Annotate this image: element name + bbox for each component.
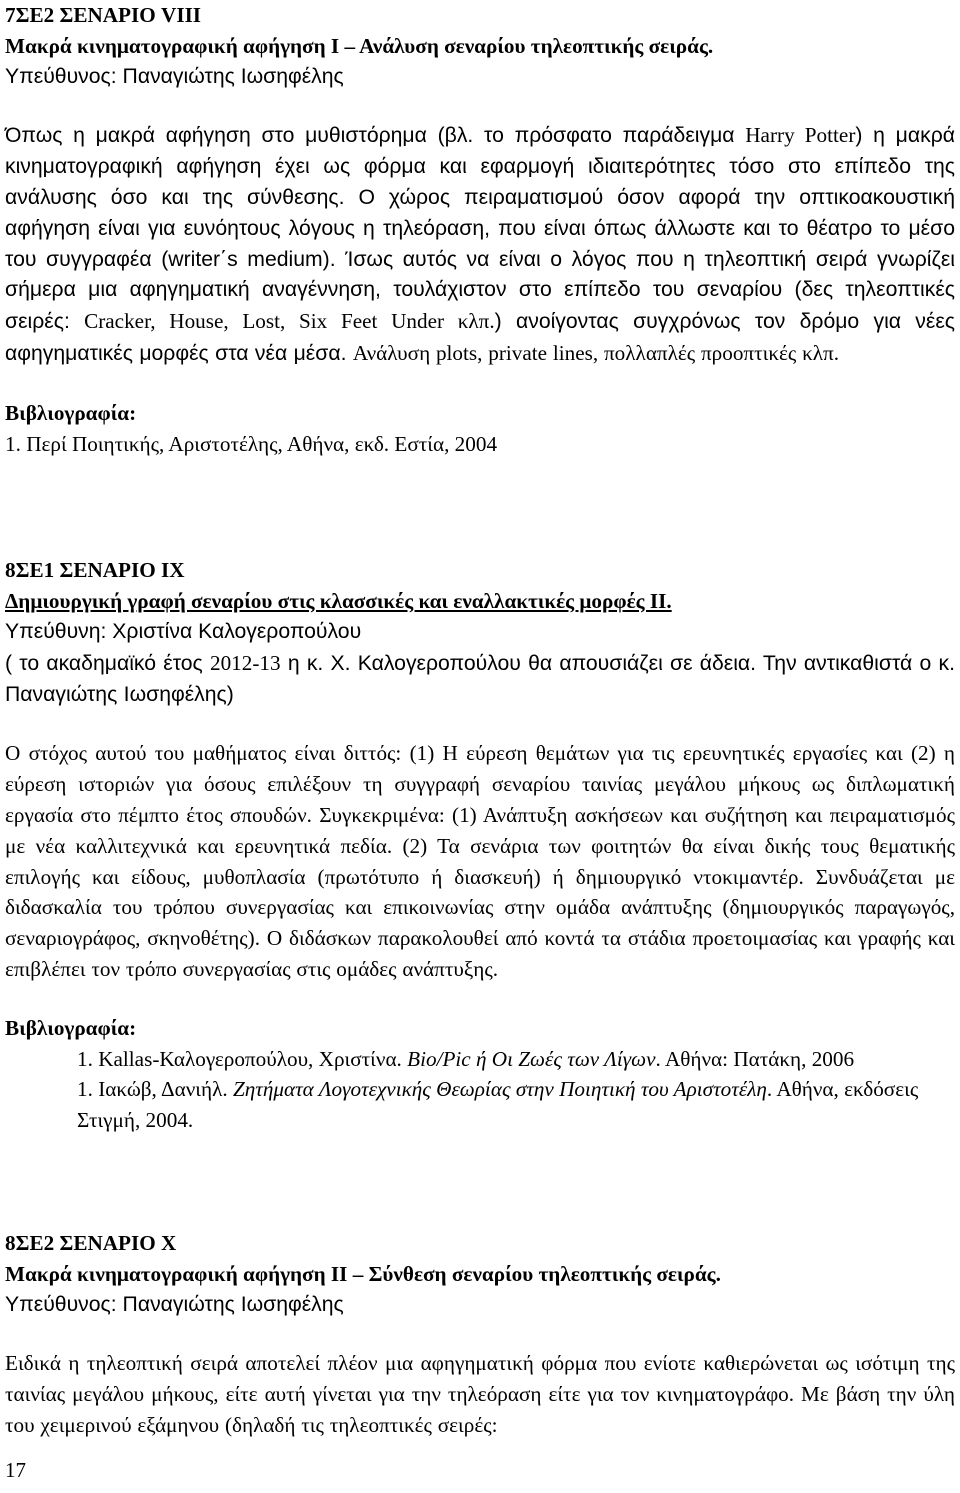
body-text: Ο στόχος αυτού του μαθήματος είναι διττός: (1) Η εύρεση θεμάτων για τις ερευνητικές εργασίες και (2) η εύρεση ιστοριών για όσους επιλέξουν τη συγγραφή σεναρίου ταινίας μεγάλου μήκους ως διπλωματική εργασία στο πέμπτο έτος σπουδών. [5, 741, 955, 827]
document-page [5, 0, 955, 1441]
biblio-title: Bio/Pic ή Οι Ζωές των Λίγων [407, 1046, 656, 1071]
biblio-text: 1. Kallas-Καλογεροπούλου, Χριστίνα. [77, 1046, 408, 1071]
section-code: 7ΣΕ2 ΣΕΝΑΡΙΟ VIII [5, 3, 202, 27]
body-text: Harry Potter [745, 123, 856, 148]
biblio-text: . Αθήνα, εκδόσεις Στιγμή, 2004. [77, 1077, 919, 1133]
note-text: η κ. Χ. Καλογεροπούλου θα απουσιάζει σε άδεια. Την αντικαθιστά ο κ. Παναγιώτης Ιωσηφέλης) [5, 651, 955, 706]
body-text: Συγκεκριμένα: (1) Ανάπτυξη ασκήσεων και συζήτηση και πειραματισμός με νέα καλλιτεχνικά και ερευνητικά πεδία. (2) Τα σενάρια των φοιτητών θα είναι δικής τους θεματικής επιλογής και είδους, μυθοπλασία (πρωτότυπο ή διασκευή) ή δημιουργικό ντοκιμαντέρ. Συνδυάζεται με διδασκαλία του τρόπου συνεργασίας και επικοινωνίας στην ομάδα ανάπτυξης (δημιουργικός παραγωγός, σεναριογράφος, σκηνοθέτης). Ο διδάσκων παρακολουθεί από κοντά τα στάδια προετοιμασίας και γραφής και επιβλέπει τον τρόπο συνεργασίας στις ομάδες ανάπτυξης. [5, 802, 955, 981]
biblio-text: 1. Ιακώβ, Δανιήλ. [77, 1077, 233, 1102]
section-body [5, 738, 955, 984]
body-text: Όπως η μακρά αφήγηση στο μυθιστόρημα (βλ. το πρόσφατο παράδειγμα [5, 124, 746, 148]
body-text: Ανάλυση plots, private lines, πολλαπλές προοπτικές κλπ. [352, 340, 840, 365]
page-number: 17 [5, 1458, 26, 1482]
bibliography-item [5, 1044, 955, 1075]
section-responsible: Υπεύθυνος: Παναγιώτης Ιωσηφέλης [5, 1292, 344, 1316]
bibliography-item: 1. Περί Ποιητικής, Αριστοτέλης, Αθήνα, εκδ. Εστία, 2004 [5, 431, 498, 456]
bibliography-label: Βιβλιογραφία: [5, 1015, 137, 1040]
note-text: 2012-13 [209, 650, 281, 675]
body-text: Ίσως αυτός να είναι ο λόγος που η τηλεοπτική σειρά γνωρίζει σήμερα μια αφηγηματική αναγέννηση, τουλάχιστον στο επίπεδο του σεναρίου (δες τηλεοπτικές σειρές: [5, 247, 956, 334]
bibliography-item [5, 1074, 955, 1136]
note-text: ( το ακαδημαϊκό έτος [5, 651, 210, 675]
section-code: 8ΣΕ1 ΣΕΝΑΡΙΟ ΙΧ [5, 558, 185, 583]
section-responsible: Υπεύθυνη: Χριστίνα Καλογεροπούλου [5, 619, 362, 643]
body-text: Cracker, House, Lost, Six Feet Under κλπ. [84, 309, 495, 334]
section-body [5, 120, 955, 369]
section-title: Μακρά κινηματογραφική αφήγηση ΙΙ – Σύνθεση σεναρίου τηλεοπτικής σειράς. [5, 1261, 721, 1286]
bibliography-label: Βιβλιογραφία: [5, 400, 137, 425]
section-title: Δημιουργική γραφή σεναρίου στις κλασσικές και εναλλακτικές μορφές ΙΙ. [5, 589, 672, 614]
biblio-title: Ζητήματα Λογοτεχνικής Θεωρίας στην Ποιητική του Αριστοτέλη [232, 1077, 767, 1102]
body-text: ) ανοίγοντας συγχρόνως τον δρόμο για νέες αφηγηματικές μορφές στα νέα μέσα. [5, 310, 955, 365]
biblio-text: . Αθήνα: Πατάκη, 2006 [655, 1046, 855, 1071]
body-text: ) η μακρά κινηματογραφική αφήγηση έχει ως φόρμα και εφαρμογή ιδιαιτερότητες τόσο στο επίπεδο της ανάλυσης όσο και της σύνθεσης. Ο χώρος πειραματισμού όσον αφορά την οπτικοακουστική αφήγηση είναι για ευνόητους λόγους η τηλεόραση, που είναι όπως άλλωστε και το θέατρο το μέσο του συγγραφέα (writer΄s medium). [5, 124, 955, 271]
section-code: 8ΣΕ2 ΣΕΝΑΡΙΟ Χ [5, 1230, 177, 1255]
section-body: Ειδικά η τηλεοπτική σειρά αποτελεί πλέον μια αφηγηματική φόρμα που ενίοτε καθιερώνεται ως ισότιμη της ταινίας μεγάλου μήκους, είτε αυτή γίνεται για την τηλεόραση είτε για τον κινηματογράφο. Με βάση την ύλη του χειμερινού εξάμηνου (δηλαδή τις τηλεοπτικές σειρές: [5, 1351, 955, 1437]
section-note [5, 648, 955, 711]
section-responsible: Υπεύθυνος: Παναγιώτης Ιωσηφέλης [5, 64, 344, 88]
section-title: Μακρά κινηματογραφική αφήγηση Ι – Ανάλυση σεναρίου τηλεοπτικής σειράς. [5, 33, 714, 58]
